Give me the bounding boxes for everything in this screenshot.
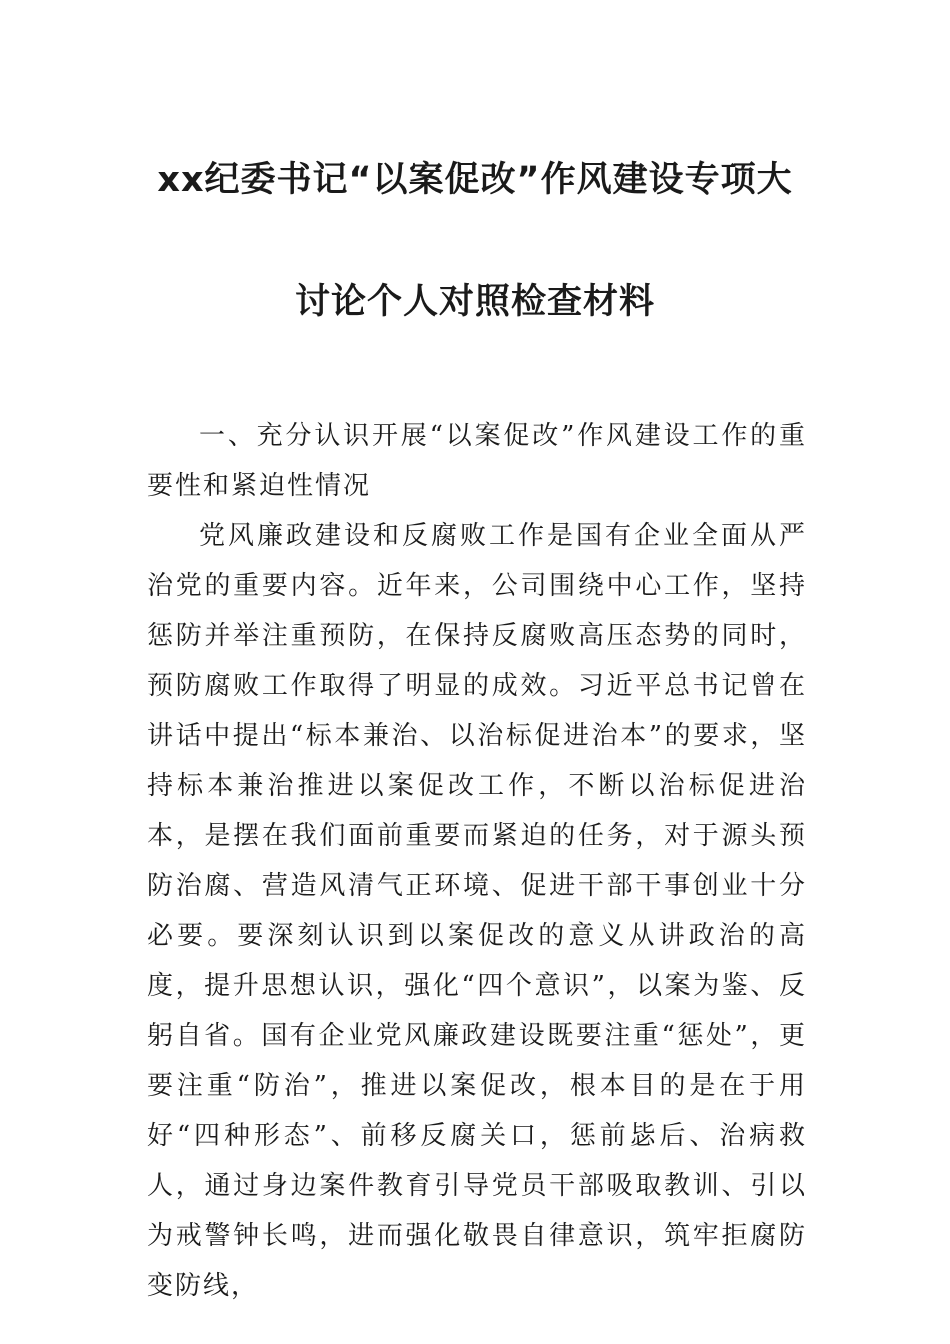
document-body	[147, 411, 807, 1311]
section-heading-paragraph: 一、充分认识开展“以案促改”作风建设工作的重要性和紧迫性情况	[147, 421, 807, 501]
document-title-line-1: xx纪委书记“以案促改”作风建设专项大	[157, 160, 793, 200]
body-paragraph: 党风廉政建设和反腐败工作是国有企业全面从严治党的重要内容。近年来，公司围绕中心工作，坚持惩防并举注重预防，在保持反腐败高压态势的同时，预防腐败工作取得了明显的成效。习近平总书记曾在讲话中提出“标本兼治、以治标促进治本”的要求，坚持标本兼治推进以案促改工作，不断以治标促进治本，是摆在我们面前重要而紧迫的任务，对于源头预防治腐、营造风清气正环境、促进干部干事创业十分必要。要深刻认识到以案促改的意义从讲政治的高度，提升思想认识，强化“四个意识”，以案为鉴、反躬自省。国有企业党风廉政建设既要注重“惩处”，更要注重“防治”，推进以案促改，根本目的是在于用好“四种形态”、前移反腐关口，惩前毖后、治病救人，通过身边案件教育引导党员干部吸取教训、引以为戒警钟长鸣，进而强化敬畏自律意识，筑牢拒腐防变防线，	[147, 521, 807, 1301]
document-title-line-2: 讨论个人对照检查材料	[294, 282, 655, 322]
